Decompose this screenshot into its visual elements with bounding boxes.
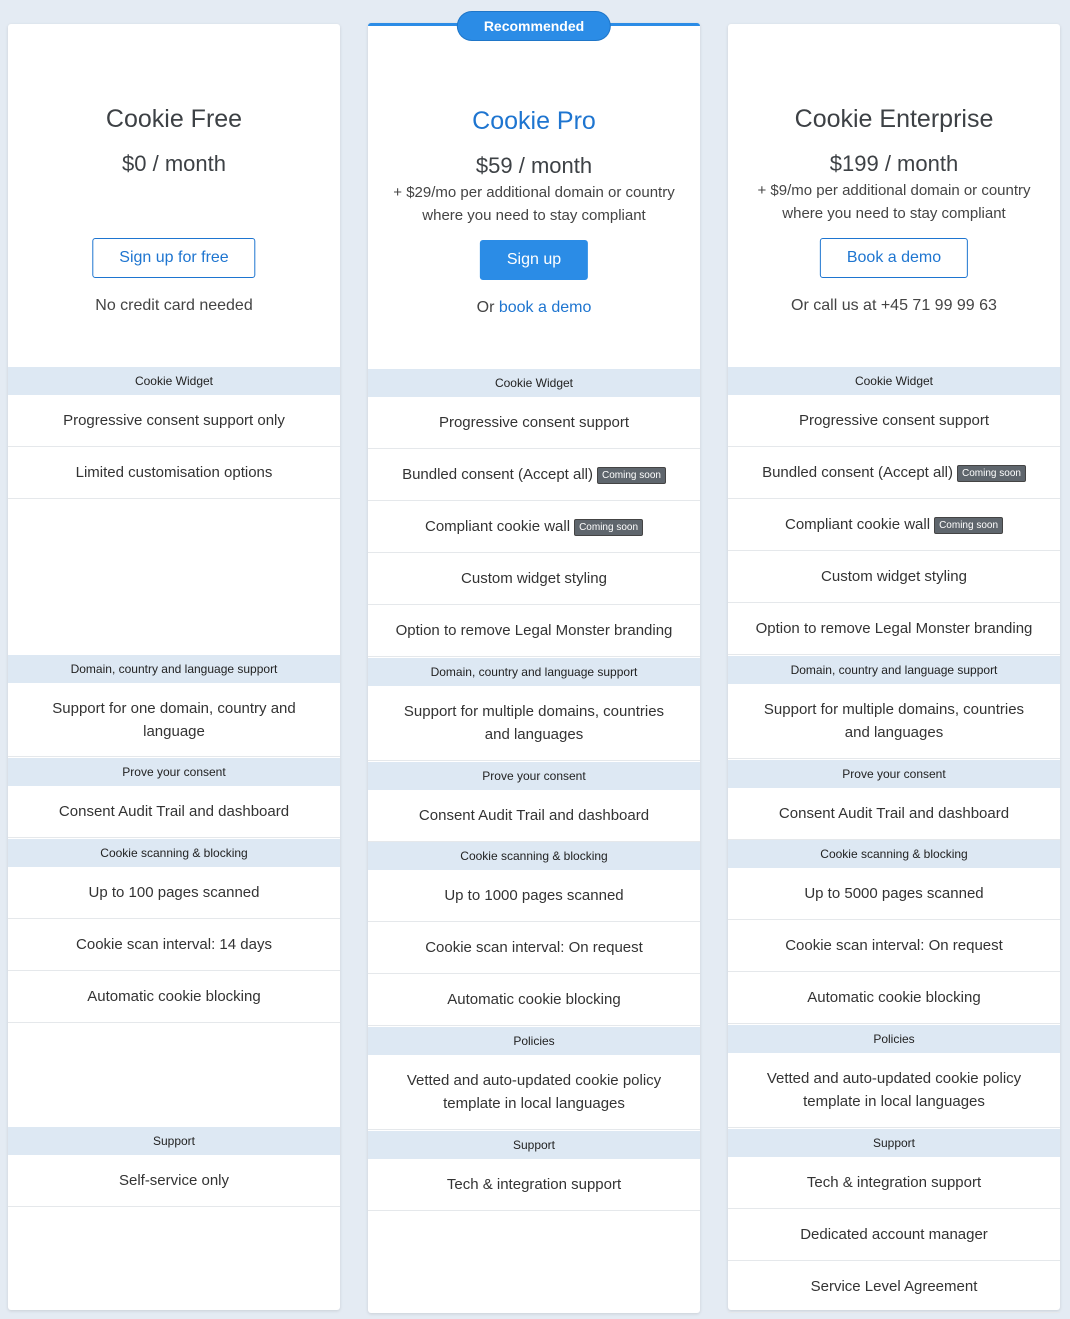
feature-text: Consent Audit Trail and dashboard <box>418 807 650 824</box>
feature-row <box>368 790 700 842</box>
feature-text: Consent Audit Trail and dashboard <box>58 803 290 820</box>
feature-section-header: Policies <box>368 1027 700 1055</box>
feature-row <box>368 922 700 974</box>
feature-text: Up to 1000 pages scanned <box>444 887 624 904</box>
coming-soon-badge: Coming soon <box>934 517 1003 534</box>
feature-row <box>8 971 340 1023</box>
recommended-badge: Recommended <box>458 12 610 40</box>
feature-text: Consent Audit Trail and dashboard <box>778 805 1010 822</box>
feature-row <box>368 449 700 501</box>
feature-section-header: Prove your consent <box>728 760 1060 788</box>
plan-header <box>728 24 1060 367</box>
plan-card-2 <box>368 18 700 1313</box>
feature-row <box>8 786 340 838</box>
plan-name: Cookie Pro <box>472 107 596 135</box>
extra-line: where you need to stay compliant <box>422 207 646 224</box>
feature-section-header: Cookie scanning & blocking <box>368 842 700 870</box>
feature-text: Cookie scan interval: 14 days <box>76 936 272 953</box>
feature-text: Service Level Agreement <box>810 1278 978 1295</box>
feature-text-wrap <box>447 1173 621 1196</box>
feature-row <box>368 1159 700 1211</box>
feature-row <box>368 553 700 605</box>
feature-text: Progressive consent support <box>438 414 630 431</box>
feature-text: Cookie scan interval: On request <box>785 937 1003 954</box>
feature-text-wrap <box>762 461 1026 484</box>
feature-section-header: Domain, country and language support <box>728 656 1060 684</box>
feature-row <box>368 870 700 922</box>
feature-text: Option to remove Legal Monster branding <box>755 620 1033 637</box>
feature-row <box>728 1209 1060 1261</box>
feature-text: Automatic cookie blocking <box>87 988 261 1005</box>
feature-section-header: Domain, country and language support <box>8 655 340 683</box>
feature-text: Option to remove Legal Monster branding <box>395 622 673 639</box>
plan-extra-pricing <box>728 179 1060 225</box>
feature-text: Bundled consent (Accept all) <box>402 466 594 483</box>
feature-text: Limited customisation options <box>75 464 273 481</box>
feature-section-header: Support <box>728 1129 1060 1157</box>
feature-text-wrap <box>439 411 629 434</box>
feature-text-wrap <box>444 884 623 907</box>
plan-subtext: Or call us at +45 71 99 99 63 <box>791 297 997 314</box>
feature-row <box>368 686 700 761</box>
feature-section-header: Cookie Widget <box>728 367 1060 395</box>
plan-price: $199 / month <box>829 151 959 176</box>
plan-subtext <box>368 299 700 317</box>
feature-text-wrap <box>785 934 1003 957</box>
feature-row <box>8 395 340 447</box>
feature-row <box>728 395 1060 447</box>
feature-text: Cookie scan interval: On request <box>425 939 643 956</box>
feature-row <box>8 1155 340 1207</box>
feature-text-wrap <box>396 619 673 642</box>
feature-text: Progressive consent support <box>798 412 990 429</box>
feature-text: Vetted and auto-updated cookie policy template in local languages <box>766 1070 1022 1110</box>
feature-text-wrap <box>87 985 260 1008</box>
coming-soon-badge: Coming soon <box>574 519 643 536</box>
plan-card-1 <box>8 24 340 1310</box>
feature-text: Up to 100 pages scanned <box>88 884 260 901</box>
feature-row <box>728 1157 1060 1209</box>
feature-text-wrap <box>779 802 1009 825</box>
plan-price: $59 / month <box>475 153 593 178</box>
feature-row <box>368 974 700 1026</box>
feature-section-header: Cookie Widget <box>8 367 340 395</box>
feature-section-header: Cookie Widget <box>368 369 700 397</box>
feature-text-wrap <box>425 515 643 538</box>
subtext-prefix: Or <box>476 299 499 316</box>
feature-row <box>728 447 1060 499</box>
feature-row <box>368 397 700 449</box>
feature-text-wrap <box>76 933 272 956</box>
feature-text: Automatic cookie blocking <box>807 989 981 1006</box>
plan-card-3 <box>728 24 1060 1310</box>
extra-line: + $9/mo per additional domain or country <box>757 182 1031 199</box>
feature-section-header: Prove your consent <box>8 758 340 786</box>
plan-price: $0 / month <box>122 151 226 176</box>
feature-text: Tech & integration support <box>806 1174 982 1191</box>
feature-row <box>728 684 1060 759</box>
feature-text-wrap <box>756 617 1033 640</box>
feature-text: Tech & integration support <box>446 1176 622 1193</box>
plan-subtext: No credit card needed <box>95 297 253 314</box>
feature-text: Support for one domain, country and language <box>52 699 296 740</box>
feature-text: Bundled consent (Accept all) <box>762 464 954 481</box>
plan-extra-pricing <box>368 181 700 227</box>
feature-section-header: Cookie scanning & blocking <box>728 840 1060 868</box>
feature-row <box>728 1261 1060 1313</box>
plan-cta-button[interactable]: Sign up <box>480 240 588 280</box>
feature-text-wrap <box>59 800 289 823</box>
feature-text: Compliant cookie wall <box>785 516 931 533</box>
feature-row <box>728 920 1060 972</box>
feature-text: Compliant cookie wall <box>425 518 571 535</box>
feature-section-header: Domain, country and language support <box>368 658 700 686</box>
feature-row <box>728 499 1060 551</box>
feature-row <box>728 1053 1060 1128</box>
feature-row <box>8 919 340 971</box>
feature-row <box>728 551 1060 603</box>
feature-text-wrap <box>799 409 989 432</box>
book-demo-link[interactable]: book a demo <box>498 299 592 316</box>
feature-text: Custom widget styling <box>821 568 967 585</box>
feature-row <box>368 501 700 553</box>
feature-text-wrap <box>119 1169 229 1192</box>
feature-row <box>8 867 340 919</box>
plan-cta-button[interactable]: Book a demo <box>820 238 968 278</box>
feature-text-wrap <box>752 698 1036 744</box>
plan-name: Cookie Enterprise <box>794 105 994 133</box>
feature-text-wrap <box>447 988 620 1011</box>
feature-row <box>728 788 1060 840</box>
coming-soon-badge: Coming soon <box>957 465 1026 482</box>
feature-row <box>728 972 1060 1024</box>
feature-text: Support for multiple domains, countries and languages <box>763 701 1025 741</box>
feature-text: Up to 5000 pages scanned <box>804 885 984 902</box>
feature-text-wrap <box>807 1171 981 1194</box>
feature-text-wrap <box>419 804 649 827</box>
plan-cta-button[interactable]: Sign up for free <box>92 238 255 278</box>
feature-row <box>8 683 340 757</box>
feature-text-wrap <box>63 409 285 432</box>
feature-row <box>728 868 1060 920</box>
feature-text: Custom widget styling <box>461 570 607 587</box>
feature-section-header: Support <box>368 1131 700 1159</box>
extra-line: where you need to stay compliant <box>782 205 1006 222</box>
feature-text-wrap <box>804 882 983 905</box>
feature-text-wrap <box>392 1069 676 1115</box>
feature-text-wrap <box>402 463 666 486</box>
feature-text-wrap <box>800 1223 988 1246</box>
feature-section-header: Prove your consent <box>368 762 700 790</box>
plan-header <box>368 26 700 369</box>
feature-text-wrap <box>392 700 676 746</box>
feature-text: Support for multiple domains, countries and languages <box>403 703 665 743</box>
feature-section-header: Support <box>8 1127 340 1155</box>
feature-row <box>728 603 1060 655</box>
feature-text-wrap <box>76 461 273 484</box>
feature-text-wrap <box>425 936 643 959</box>
feature-section-header: Cookie scanning & blocking <box>8 839 340 867</box>
feature-text: Progressive consent support only <box>63 412 285 429</box>
feature-text-wrap <box>811 1275 978 1298</box>
feature-text: Self-service only <box>118 1172 230 1189</box>
extra-line: + $29/mo per additional domain or country <box>393 184 675 201</box>
feature-text-wrap <box>821 565 967 588</box>
feature-text-wrap <box>32 697 316 743</box>
feature-text-wrap <box>89 881 260 904</box>
feature-text-wrap <box>752 1067 1036 1113</box>
feature-text: Dedicated account manager <box>800 1226 988 1243</box>
feature-text: Automatic cookie blocking <box>447 991 621 1008</box>
plan-name: Cookie Free <box>105 105 243 133</box>
plan-header <box>8 24 340 367</box>
feature-text-wrap <box>461 567 607 590</box>
feature-row <box>368 1055 700 1130</box>
feature-section-header: Policies <box>728 1025 1060 1053</box>
coming-soon-badge: Coming soon <box>597 467 666 484</box>
feature-text: Vetted and auto-updated cookie policy template in local languages <box>406 1072 662 1112</box>
feature-text-wrap <box>807 986 980 1009</box>
feature-row <box>8 447 340 499</box>
feature-text-wrap <box>785 513 1003 536</box>
feature-row <box>368 605 700 657</box>
